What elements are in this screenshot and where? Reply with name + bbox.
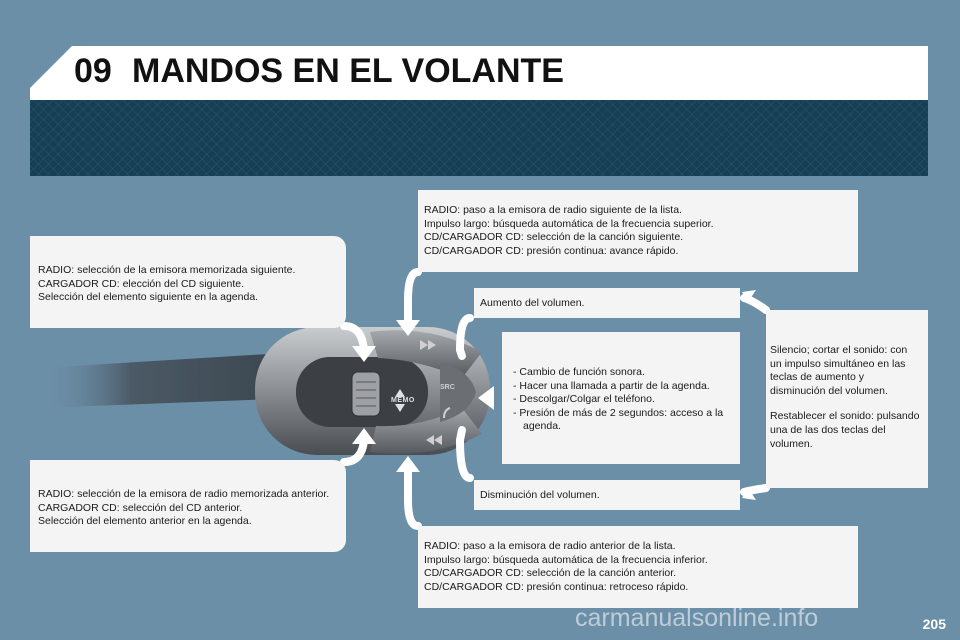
callout-volume-up: Aumento del volumen. [474, 288, 740, 318]
watermark: carmanualsonline.info [575, 604, 819, 632]
callout-mute: Silencio; cortar el sonido: con un impulso simultáneo en las teclas de aumento y disminución del volumen. Restablecer el sonido: pulsando una de las dos teclas del volumen. [766, 310, 928, 488]
arrow-up-previous [408, 470, 418, 526]
callout-mode: - Cambio de función sonora. - Hacer una llamada a partir de la agenda. - Descolgar/Colgar el teléfono. - Presión de más de 2 segundos: acceso a la agenda. [502, 332, 740, 464]
thumbwheel [352, 372, 380, 416]
callout-next-station: RADIO: paso a la emisora de radio siguiente de la lista. Impulso largo: búsqueda automática de la frecuencia superior. CD/CARGADOR CD: selección de la canción siguiente. CD/CARGADOR CD: presión continua: avance rápido. [418, 190, 858, 272]
arrow-down-next [408, 272, 418, 322]
memo-label: MEMO [391, 397, 415, 404]
callout-next-preset: RADIO: selección de la emisora memorizada siguiente. CARGADOR CD: elección del CD siguiente. Selección del elemento siguiente en la agenda. [30, 236, 346, 328]
src-label: SRC [440, 384, 455, 391]
callout-previous-station: RADIO: paso a la emisora de radio anterior de la lista. Impulso largo: búsqueda automática de la frecuencia inferior. CD/CARGADOR CD: selección de la canción anterior. CD/CARGADOR CD: presión continua: retroceso rápido. [418, 526, 858, 608]
page-number: 205 [922, 616, 946, 632]
arrowhead-previous [396, 456, 420, 472]
chapter-number: 09 [74, 52, 112, 90]
callout-volume-down: Disminución del volumen. [474, 480, 740, 510]
callout-previous-preset: RADIO: selección de la emisora de radio memorizada anterior. CARGADOR CD: selección del CD anterior. Selección del elemento anterior en la agenda. [30, 460, 346, 552]
page-title: MANDOS EN EL VOLANTE [132, 52, 564, 90]
